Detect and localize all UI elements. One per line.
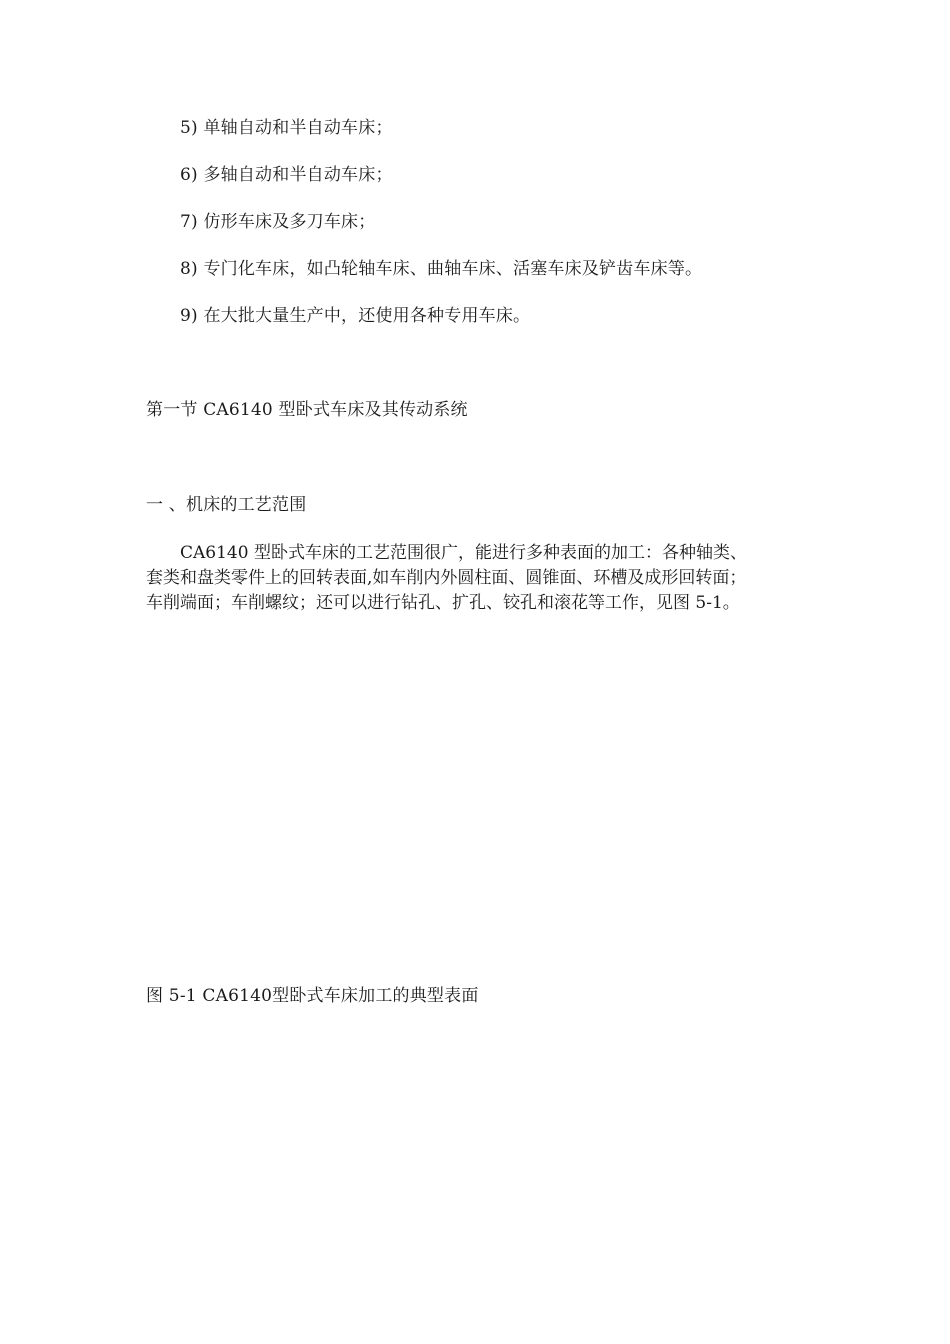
subsection-title: 一 、机床的工艺范围 [146,495,307,515]
section-title: 第一节 CA6140 型卧式车床及其传动系统 [146,400,468,420]
list-item: 5) 单轴自动和半自动车床； [180,118,393,138]
figure-caption: 图 5-1 CA6140型卧式车床加工的典型表面 [146,986,479,1006]
list-item: 7) 仿形车床及多刀车床； [180,212,376,232]
body-paragraph [146,541,826,616]
paragraph-line: 套类和盘类零件上的回转表面,如车削内外圆柱面、圆锥面、环槽及成形回转面； [146,568,747,588]
paragraph-line: 车削端面；车削螺纹；还可以进行钻孔、扩孔、铰孔和滚花等工作，见图 5-1。 [146,593,740,613]
paragraph-line: CA6140 型卧式车床的工艺范围很广，能进行多种表面的加工：各种轴类、 [180,543,747,563]
list-item: 9) 在大批大量生产中，还使用各种专用车床。 [180,306,531,326]
list-item: 8) 专门化车床，如凸轮轴车床、曲轴车床、活塞车床及铲齿车床等。 [180,259,703,279]
list-item: 6) 多轴自动和半自动车床； [180,165,393,185]
